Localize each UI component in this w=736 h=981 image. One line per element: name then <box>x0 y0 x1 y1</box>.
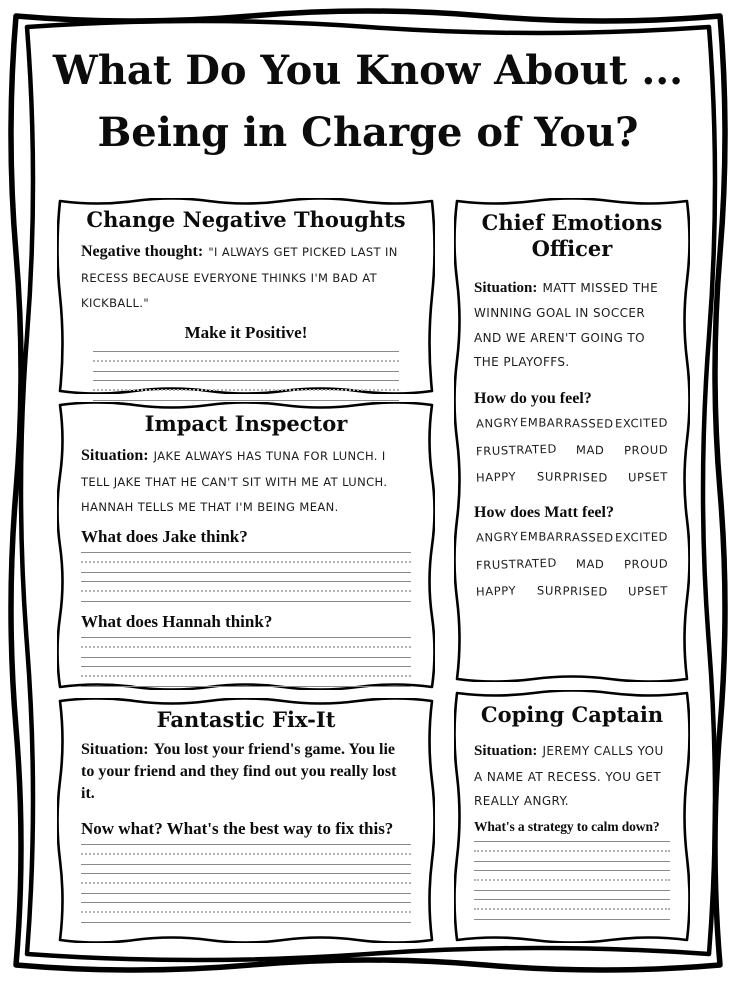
negative-thought-value: "I ALWAYS GET PICKED LAST IN RECESS BECAUSE EVERYONE THINKS I'M BAD AT KICKBALL." <box>81 245 398 310</box>
emotion-row <box>476 557 668 571</box>
emotion-row <box>476 530 668 544</box>
situation-text <box>474 275 670 375</box>
situation-value: You lost your friend's game. You lie to your friend and they find out you really lost it. <box>81 741 397 802</box>
writing-lines <box>81 552 411 573</box>
situation-label: Situation: <box>474 279 538 296</box>
emotion-word: HAPPY <box>475 469 517 485</box>
writing-lines <box>93 380 399 401</box>
situation-label: Situation: <box>81 741 149 759</box>
emotion-word: EXCITED <box>614 529 669 545</box>
situation-text <box>81 739 411 804</box>
writing-lines <box>81 581 411 602</box>
emotion-word: SURPRISED <box>536 583 608 599</box>
question-jake: What does Jake think? <box>81 526 248 546</box>
make-it-positive-prompt: Make it Positive! <box>184 322 308 342</box>
emotion-word: PROUD <box>623 442 669 458</box>
situation-value: JEREMY CALLS YOU A NAME AT RECESS. YOU GET REALLY ANGRY. <box>474 744 664 809</box>
emotion-word: PROUD <box>623 556 669 572</box>
question-fix-it: Now what? What's the best way to fix this? <box>81 818 394 838</box>
section-title: Coping Captain <box>480 702 664 727</box>
situation-value: JAKE ALWAYS HAS TUNA FOR LUNCH. I TELL JAKE THAT HE CAN'T SIT WITH ME AT LUNCH. HANNAH TELLS ME THAT I'M BEING MEAN. <box>81 449 388 514</box>
writing-lines <box>474 841 670 862</box>
writing-lines <box>81 873 411 894</box>
page-title-line1: What Do You Know About ... <box>52 47 684 94</box>
emotion-word: EXCITED <box>614 415 669 431</box>
section-fantastic-fix-it <box>57 698 435 943</box>
page-title-line2: Being in Charge of You? <box>97 109 639 156</box>
writing-lines <box>474 870 670 891</box>
section-chief-emotions-officer <box>454 198 690 682</box>
situation-label: Situation: <box>474 743 538 760</box>
situation-text <box>474 738 670 813</box>
emotion-word: MAD <box>576 556 605 572</box>
section-change-negative-thoughts <box>57 198 435 394</box>
emotion-row <box>476 443 668 457</box>
writing-lines <box>81 637 411 658</box>
emotion-word: ANGRY <box>475 529 519 545</box>
question-how-does-matt-feel: How does Matt feel? <box>474 504 614 522</box>
emotion-word: FRUSTRATED <box>475 555 558 573</box>
section-coping-captain <box>454 690 690 943</box>
writing-lines <box>81 666 411 687</box>
emotion-word: HAPPY <box>475 583 517 599</box>
writing-lines <box>474 899 670 920</box>
emotion-row <box>476 584 668 598</box>
section-impact-inspector <box>57 402 435 690</box>
writing-lines <box>81 844 411 865</box>
situation-label: Situation: <box>81 447 149 465</box>
emotion-word: UPSET <box>627 583 669 599</box>
question-hannah: What does Hannah think? <box>81 611 273 631</box>
emotion-word: ANGRY <box>475 415 519 431</box>
section-title: Impact Inspector <box>144 411 348 436</box>
emotion-row <box>476 416 668 430</box>
emotion-word: SURPRISED <box>536 469 608 485</box>
question-calm-down: What's a strategy to calm down? <box>474 819 660 835</box>
emotion-word: MAD <box>576 442 605 458</box>
section-title: Chief Emotions Officer <box>481 210 663 262</box>
writing-lines <box>93 351 399 372</box>
question-how-do-you-feel: How do you feel? <box>474 390 592 408</box>
emotion-word: UPSET <box>627 469 669 485</box>
negative-thought-label: Negative thought: <box>81 243 204 261</box>
emotion-word: FRUSTRATED <box>475 441 558 459</box>
writing-lines <box>81 902 411 923</box>
negative-thought-text <box>81 239 411 314</box>
situation-value: MATT MISSED THE WINNING GOAL IN SOCCER AND WE AREN'T GOING TO THE PLAYOFFS. <box>474 280 659 370</box>
section-title: Fantastic Fix-It <box>156 707 336 732</box>
emotion-word: EMBARRASSED <box>519 415 614 431</box>
situation-text <box>81 443 411 518</box>
page-title <box>0 40 736 164</box>
section-title: Change Negative Thoughts <box>86 207 406 232</box>
emotion-word: EMBARRASSED <box>519 529 614 545</box>
emotion-row <box>476 470 668 484</box>
